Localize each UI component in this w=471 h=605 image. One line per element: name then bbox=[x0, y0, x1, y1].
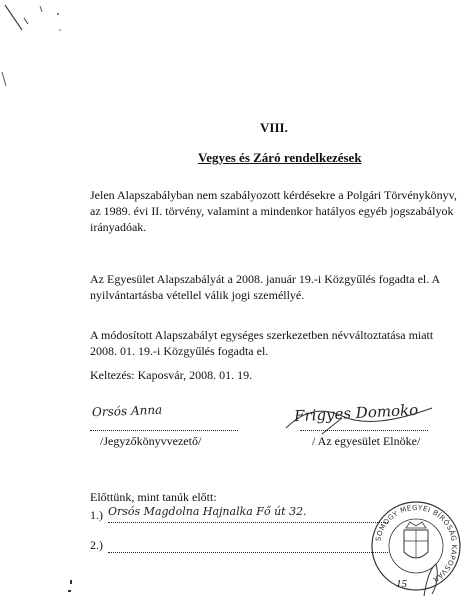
chairman-role: / Az egyesület Elnöke/ bbox=[312, 434, 421, 448]
paragraph-line: nyilvántartásba vétellel válik jogi személlyé. bbox=[90, 288, 305, 302]
section-number: VIII. bbox=[260, 120, 288, 135]
witness-1-signature: Orsós Magdolna Hajnalka Fő út 32. bbox=[108, 505, 307, 518]
paragraph-line: irányadóak. bbox=[90, 220, 147, 234]
witness-2-number: 2.) bbox=[90, 538, 103, 552]
date-place: Keltezés: Kaposvár, 2008. 01. 19. bbox=[90, 368, 253, 382]
court-stamp bbox=[368, 498, 464, 594]
witness-2-line bbox=[108, 552, 388, 553]
scan-speck bbox=[68, 590, 71, 592]
paragraph-line: Az Egyesület Alapszabályát a 2008. január 19.-i Közgyűlés fogadta el. A bbox=[90, 272, 441, 286]
recorder-signature-line bbox=[90, 430, 238, 431]
chairman-signature: Frigyes Domoko bbox=[293, 400, 419, 426]
section-title: Vegyes és Záró rendelkezések bbox=[198, 150, 362, 165]
stamp-number: 15 bbox=[396, 578, 407, 590]
paragraph-line: az 1989. évi II. törvény, valamint a mindenkor hatályos egyéb jogszabályok bbox=[90, 204, 454, 218]
svg-text:SOMOGY MEGYEI BÍRÓSÁG KAPOSVÁR: SOMOGY MEGYEI BÍRÓSÁG KAPOSVÁR bbox=[374, 503, 459, 584]
witness-1-number: 1.) bbox=[90, 508, 103, 522]
scan-speck bbox=[70, 580, 72, 584]
scan-marks bbox=[0, 0, 90, 90]
witness-1-line bbox=[108, 522, 388, 523]
chairman-signature-flourish bbox=[282, 398, 442, 438]
paragraph-line: Jelen Alapszabályban nem szabályozott kérdésekre a Polgári Törvénykönyv, bbox=[90, 188, 457, 202]
recorder-signature: Orsós Anna bbox=[91, 402, 163, 420]
paragraph-line: A módosított Alapszabályt egységes szerkezetben névváltoztatása miatt bbox=[90, 328, 434, 342]
stamp-scribble bbox=[418, 560, 448, 600]
chairman-signature-line bbox=[300, 430, 428, 431]
witnesses-intro: Előttünk, mint tanúk előtt: bbox=[90, 490, 217, 504]
recorder-role: /Jegyzőkönyvvezető/ bbox=[100, 434, 202, 448]
paragraph-line: 2008. 01. 19.-i Közgyűlés fogadta el. bbox=[90, 344, 269, 358]
